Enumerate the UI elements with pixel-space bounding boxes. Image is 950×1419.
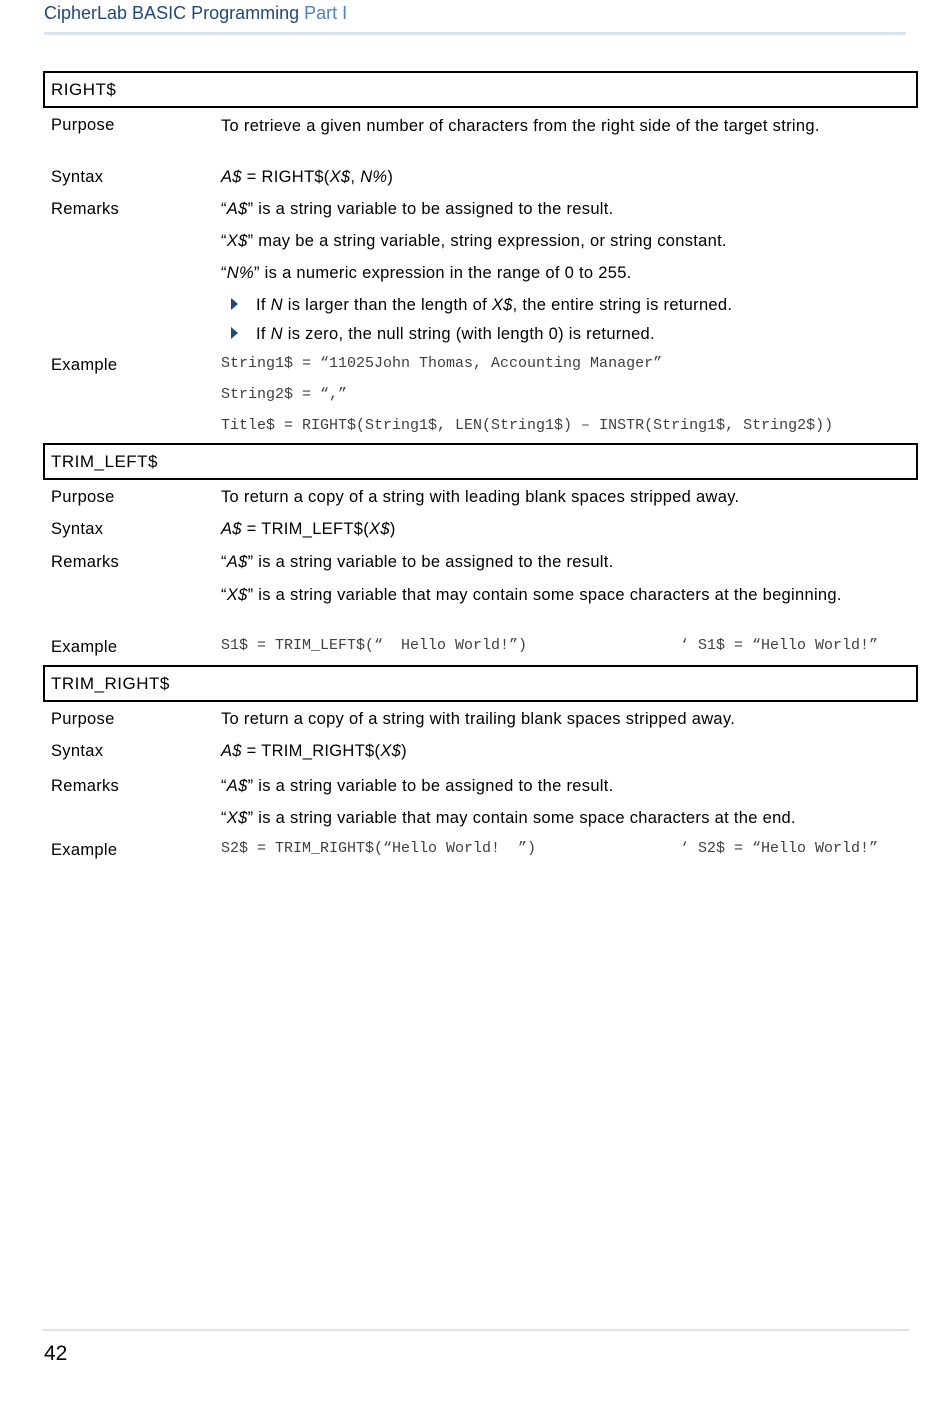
right-syntax: A$ = RIGHT$(X$, N%) (221, 168, 394, 186)
right-example-line-1: String1$ = “11025John Thomas, Accounting Manager” (221, 355, 663, 372)
trim-right-remark-2: “X$” is a string variable that may contain some space characters at the end. (221, 809, 796, 827)
label-example: Example (51, 638, 118, 656)
label-syntax: Syntax (51, 520, 104, 538)
right-bullet-1: If N is larger than the length of X$, the entire string is returned. (256, 296, 733, 314)
label-syntax: Syntax (51, 742, 104, 760)
trim-right-syntax: A$ = TRIM_RIGHT$(X$) (221, 742, 407, 760)
trim-left-purpose: To return a copy of a string with leading blank spaces stripped away. (221, 488, 740, 506)
trim-right-example-comment: ‘ S2$ = “Hello World!” (680, 840, 879, 857)
right-example-line-2: String2$ = “,” (221, 386, 348, 403)
label-example: Example (51, 841, 118, 859)
label-syntax: Syntax (51, 168, 104, 186)
trim-left-example-comment: ‘ S1$ = “Hello World!” (680, 637, 879, 654)
bullet-arrow-icon (231, 298, 238, 310)
trim-left-remark-2: “X$” is a string variable that may contain some space characters at the beginning. (221, 586, 842, 604)
trim-right-example-code: S2$ = TRIM_RIGHT$(“Hello World! ”) (221, 840, 537, 857)
trim-left-example-code: S1$ = TRIM_LEFT$(“ Hello World!”) (221, 637, 528, 654)
trim-right-purpose: To return a copy of a string with trailing blank spaces stripped away. (221, 710, 736, 728)
footer-rule (42, 1329, 909, 1331)
label-purpose: Purpose (51, 710, 115, 728)
label-purpose: Purpose (51, 116, 115, 134)
bullet-arrow-icon (231, 327, 238, 339)
header-rule (44, 32, 906, 35)
section-title-trim-left: TRIM_LEFT$ (43, 443, 918, 480)
label-example: Example (51, 356, 118, 374)
trim-right-remark-1: “A$” is a string variable to be assigned to the result. (221, 777, 614, 795)
trim-left-syntax: A$ = TRIM_LEFT$(X$) (221, 520, 396, 538)
label-purpose: Purpose (51, 488, 115, 506)
right-remark-2: “X$” may be a string variable, string expression, or string constant. (221, 232, 727, 250)
right-remark-3: “N%” is a numeric expression in the range of 0 to 255. (221, 264, 632, 282)
right-bullet-2: If N is zero, the null string (with length 0) is returned. (256, 325, 655, 343)
right-remark-1: “A$” is a string variable to be assigned to the result. (221, 200, 614, 218)
label-remarks: Remarks (51, 200, 120, 218)
label-remarks: Remarks (51, 553, 120, 571)
right-purpose: To retrieve a given number of characters from the right side of the target string. (221, 117, 820, 135)
label-remarks: Remarks (51, 777, 120, 795)
page-number: 42 (44, 1342, 68, 1365)
header-title: CipherLab BASIC Programming (44, 3, 300, 23)
header-part: Part I (304, 3, 348, 23)
right-example-line-3: Title$ = RIGHT$(String1$, LEN(String1$) – INSTR(String1$, String2$)) (221, 417, 834, 434)
section-title-right: RIGHT$ (43, 71, 918, 108)
section-title-trim-right: TRIM_RIGHT$ (43, 665, 918, 702)
running-header (44, 3, 347, 24)
trim-left-remark-1: “A$” is a string variable to be assigned to the result. (221, 553, 614, 571)
